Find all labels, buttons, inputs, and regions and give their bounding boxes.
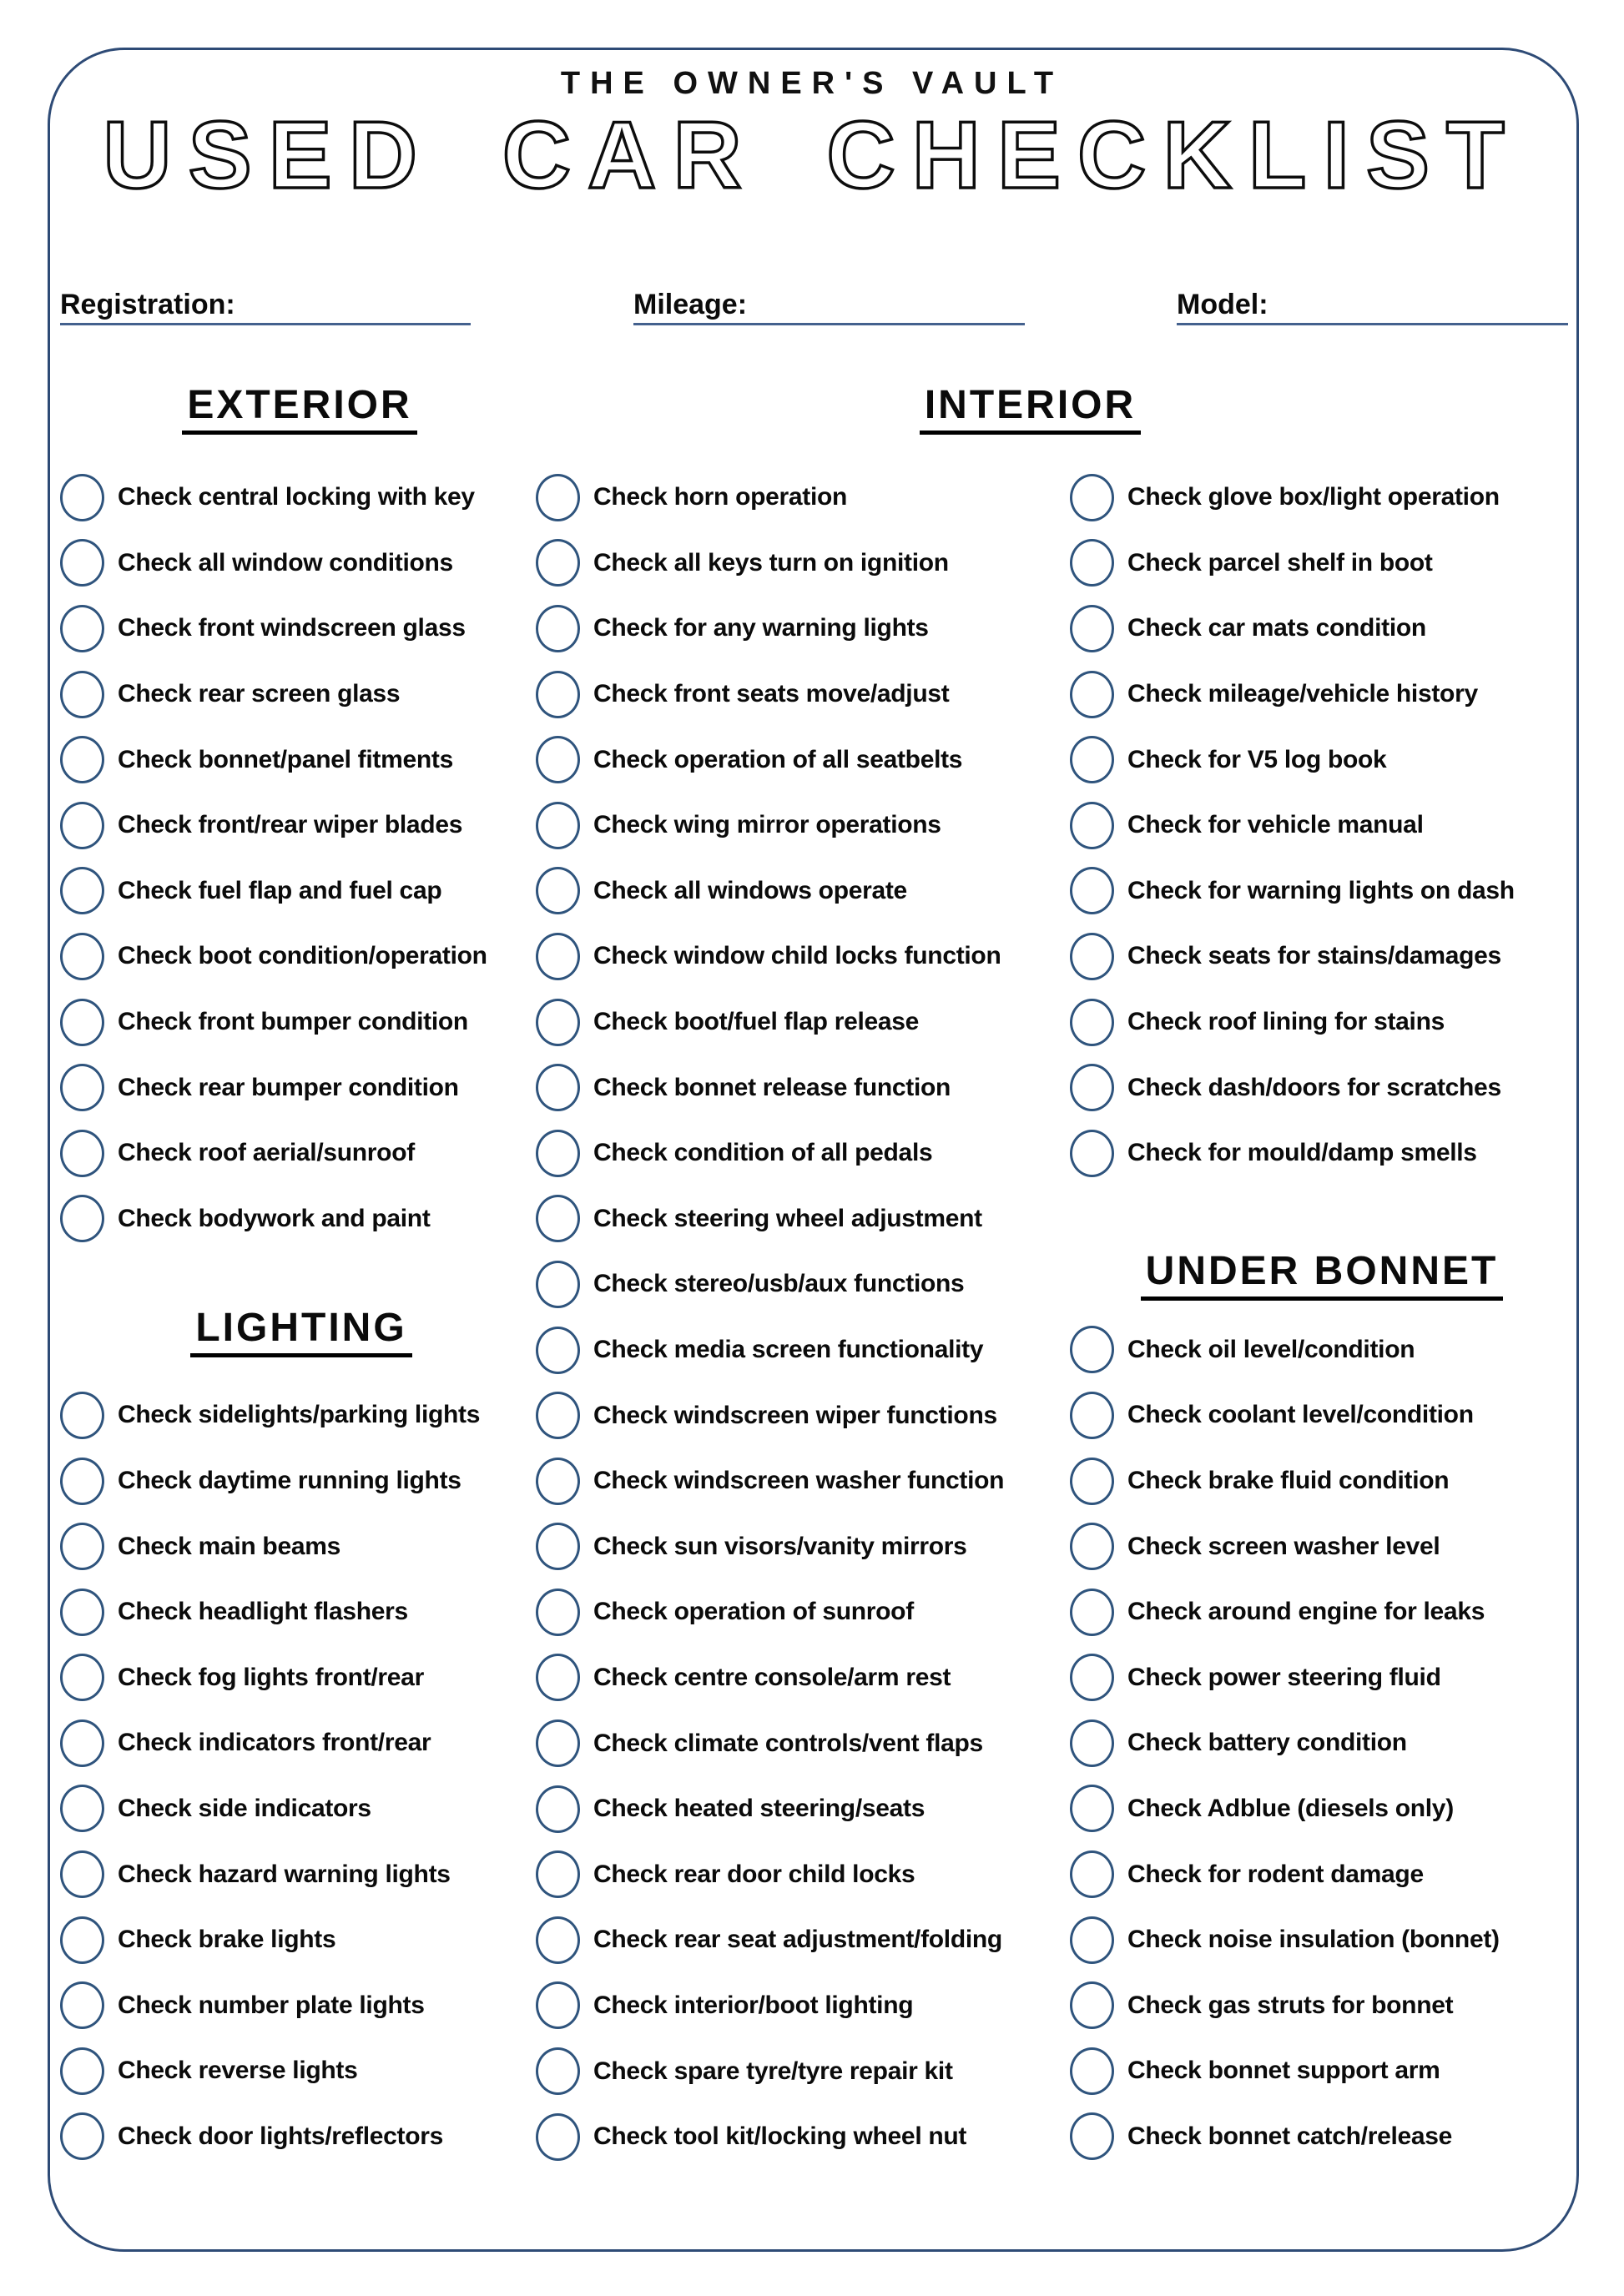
checkbox-circle[interactable] [60, 1130, 104, 1177]
interior-title: INTERIOR [920, 384, 1141, 435]
checkbox-circle[interactable] [1070, 671, 1114, 718]
checklist-item-label: Check parcel shelf in boot [1127, 548, 1433, 577]
checklist-item-label: Check central locking with key [118, 483, 475, 511]
lighting-items [60, 1382, 542, 2169]
lighting-title: LIGHTING [190, 1307, 411, 1357]
checkbox-circle[interactable] [1070, 474, 1114, 521]
checklist-item-label: Check fuel flap and fuel cap [118, 876, 442, 904]
checkbox-circle[interactable] [60, 1589, 104, 1636]
checkbox-circle[interactable] [60, 671, 104, 718]
checklist-item [536, 1382, 1077, 1448]
checklist-item-label: Check for rodent damage [1127, 1860, 1424, 1888]
checklist-item-label: Check operation of sunroof [593, 1598, 914, 1626]
checkbox-circle[interactable] [536, 1719, 580, 1767]
checklist-item [536, 1645, 1077, 1711]
checklist-item-label: Check bonnet release function [593, 1073, 951, 1101]
checklist-item-label: Check front bumper condition [118, 1008, 468, 1036]
checklist-item-label: Check heated steering/seats [593, 1795, 925, 1823]
checklist-item [536, 1186, 1077, 1252]
checklist-item-label: Check brake lights [118, 1926, 336, 1954]
checkbox-circle[interactable] [536, 1916, 580, 1964]
checklist-item [60, 2104, 542, 2170]
checkbox-circle[interactable] [60, 1195, 104, 1242]
checklist-item-label: Check boot/fuel flap release [593, 1008, 920, 1036]
checklist-item-label: Check for mould/damp smells [1127, 1139, 1477, 1167]
checklist-item [1070, 2038, 1574, 2104]
checklist-item-label: Check rear door child locks [593, 1860, 915, 1888]
checkbox-circle[interactable] [536, 867, 580, 914]
checkbox-circle[interactable] [60, 2112, 104, 2160]
checkbox-circle[interactable] [1070, 1785, 1114, 1832]
checkbox-circle[interactable] [536, 474, 580, 521]
checklist-item [1070, 662, 1574, 728]
checkbox-circle[interactable] [536, 1064, 580, 1111]
checklist-item [1070, 1317, 1574, 1383]
checklist-item-label: Check battery condition [1127, 1729, 1407, 1757]
checklist-item-label: Check interior/boot lighting [593, 1991, 914, 2019]
checklist-item [60, 1448, 542, 1514]
checklist-item [536, 2104, 1077, 2170]
checkbox-circle[interactable] [60, 1654, 104, 1701]
checkbox-circle[interactable] [536, 1195, 580, 1242]
checkbox-circle[interactable] [1070, 1392, 1114, 1439]
checklist-item-label: Check horn operation [593, 483, 848, 511]
page-title: USED CAR CHECKLIST [103, 103, 1521, 209]
checklist-item-label: Check wing mirror operations [593, 811, 941, 839]
checklist-item [1070, 1055, 1574, 1120]
checkbox-circle[interactable] [60, 1981, 104, 2029]
checkbox-circle[interactable] [536, 999, 580, 1046]
under-bonnet-items [1070, 1317, 1574, 2170]
checkbox-circle[interactable] [1070, 1916, 1114, 1964]
column-right [1070, 465, 1574, 2169]
checkbox-circle[interactable] [60, 802, 104, 849]
checklist-item-label: Check glove box/light operation [1127, 483, 1500, 511]
checkbox-circle[interactable] [536, 671, 580, 718]
checkbox-circle[interactable] [1070, 1458, 1114, 1505]
checklist-item [536, 1448, 1077, 1514]
checklist-item-label: Check seats for stains/damages [1127, 942, 1501, 970]
checkbox-circle[interactable] [536, 802, 580, 849]
section-header-under-bonnet [1070, 1186, 1574, 1317]
checklist-item-label: Check main beams [118, 1532, 340, 1560]
checkbox-circle[interactable] [536, 1327, 580, 1374]
checklist-item [60, 1972, 542, 2038]
checkbox-circle[interactable] [1070, 1326, 1114, 1373]
interior-items-middle [536, 465, 1077, 2169]
checkbox-circle[interactable] [1070, 1719, 1114, 1767]
checklist-item-label: Check side indicators [118, 1794, 371, 1822]
checkbox-circle[interactable] [60, 1064, 104, 1111]
checklist-item [536, 1776, 1077, 1842]
checklist-item [60, 596, 542, 662]
checklist-item-label: Check steering wheel adjustment [593, 1204, 982, 1232]
checkbox-circle[interactable] [1070, 867, 1114, 914]
checklist-item-label: Check stereo/usb/aux functions [593, 1270, 965, 1298]
checklist-item [536, 727, 1077, 793]
mileage-label: Mileage: [633, 289, 748, 320]
checklist-item [60, 465, 542, 531]
section-header-exterior [58, 384, 541, 442]
checklist-item [60, 858, 542, 924]
checkbox-circle[interactable] [1070, 2112, 1114, 2160]
checklist-item-label: Check Adblue (diesels only) [1127, 1794, 1454, 1822]
checkbox-circle[interactable] [536, 2047, 580, 2095]
checklist-item [60, 727, 542, 793]
checklist-item-label: Check headlight flashers [118, 1598, 408, 1626]
checklist-item-label: Check fog lights front/rear [118, 1663, 424, 1691]
checklist-item-label: Check centre console/arm rest [593, 1663, 951, 1691]
checkbox-circle[interactable] [536, 605, 580, 652]
checkbox-circle[interactable] [536, 736, 580, 783]
checklist-item-label: Check oil level/condition [1127, 1335, 1415, 1363]
checklist-item [536, 989, 1077, 1055]
checkbox-circle[interactable] [536, 1130, 580, 1177]
checklist-item-label: Check window child locks function [593, 942, 1001, 970]
model-label: Model: [1177, 289, 1268, 320]
checkbox-circle[interactable] [1070, 736, 1114, 783]
checkbox-circle[interactable] [60, 1785, 104, 1832]
checklist-item-label: Check for vehicle manual [1127, 811, 1424, 839]
checklist-item-label: Check front/rear wiper blades [118, 811, 463, 839]
checklist-item [536, 1120, 1077, 1186]
checklist-item [60, 1382, 542, 1448]
checklist-item-label: Check climate controls/vent flaps [593, 1729, 983, 1757]
checklist-item [1070, 1448, 1574, 1514]
checklist-item-label: Check coolant level/condition [1127, 1401, 1474, 1429]
checklist-item-label: Check all keys turn on ignition [593, 548, 949, 577]
checklist-item [536, 596, 1077, 662]
checklist-item [1070, 1907, 1574, 1973]
checklist-item [536, 1055, 1077, 1120]
checklist-item-label: Check around engine for leaks [1127, 1598, 1485, 1626]
checkbox-circle[interactable] [60, 1916, 104, 1964]
checklist-item [1070, 1513, 1574, 1579]
checklist-item-label: Check rear screen glass [118, 680, 401, 708]
checkbox-circle[interactable] [536, 1261, 580, 1308]
checklist-item-label: Check mileage/vehicle history [1127, 680, 1478, 708]
checklist-item-label: Check power steering fluid [1127, 1663, 1441, 1691]
checklist-item-label: Check all window conditions [118, 548, 453, 577]
brand-title: THE OWNER'S VAULT [560, 66, 1064, 101]
interior-items-right [1070, 465, 1574, 1186]
checkbox-circle[interactable] [1070, 1654, 1114, 1701]
checklist-item [1070, 1120, 1574, 1186]
checkbox-circle[interactable] [60, 605, 104, 652]
checkbox-circle[interactable] [1070, 999, 1114, 1046]
checklist-item [60, 1645, 542, 1711]
checkbox-circle[interactable] [536, 1850, 580, 1898]
checklist-item-label: Check door lights/reflectors [118, 2122, 444, 2150]
checklist-item [1070, 989, 1574, 1055]
column-middle [536, 465, 1077, 2169]
checklist-item [1070, 1382, 1574, 1448]
checklist-item [1070, 793, 1574, 858]
checklist-item-label: Check sidelights/parking lights [118, 1401, 481, 1429]
checklist-item-label: Check bonnet/panel fitments [118, 745, 453, 773]
checklist-item [1070, 1579, 1574, 1645]
checklist-item [60, 1907, 542, 1973]
checklist-item [60, 531, 542, 597]
checklist-item-label: Check gas struts for bonnet [1127, 1991, 1454, 2019]
checklist-item [1070, 531, 1574, 597]
checklist-item [536, 858, 1077, 924]
checklist-item [60, 793, 542, 858]
checklist-item [1070, 596, 1574, 662]
checklist-item [1070, 1972, 1574, 2038]
checklist-item [60, 1120, 542, 1186]
checklist-item [536, 924, 1077, 989]
column-left [60, 465, 542, 2169]
checklist-item [1070, 465, 1574, 531]
checklist-item-label: Check boot condition/operation [118, 942, 487, 970]
under-bonnet-title: UNDER BONNET [1141, 1250, 1504, 1301]
checkbox-circle[interactable] [536, 1785, 580, 1833]
checklist-item-label: Check windscreen wiper functions [593, 1401, 997, 1429]
checklist-item [536, 1514, 1077, 1580]
checkbox-circle[interactable] [1070, 1064, 1114, 1111]
section-header-lighting [60, 1251, 542, 1382]
checklist-item-label: Check rear bumper condition [118, 1073, 459, 1101]
checklist-item-label: Check for V5 log book [1127, 745, 1387, 773]
checklist-item [1070, 1776, 1574, 1842]
field-model[interactable] [1177, 281, 1568, 325]
checkbox-circle[interactable] [536, 1523, 580, 1570]
checkbox-circle[interactable] [60, 867, 104, 914]
checkbox-circle[interactable] [60, 1850, 104, 1898]
checkbox-circle[interactable] [1070, 802, 1114, 849]
checkbox-circle[interactable] [1070, 1589, 1114, 1636]
checklist-item [536, 1907, 1077, 1973]
checkbox-circle[interactable] [60, 1458, 104, 1505]
checklist-item-label: Check rear seat adjustment/folding [593, 1926, 1002, 1954]
checklist-item [60, 1710, 542, 1776]
checkbox-circle[interactable] [536, 1981, 580, 2029]
checklist-item [536, 793, 1077, 858]
checklist-item-label: Check car mats condition [1127, 614, 1426, 642]
checklist-item [536, 465, 1077, 531]
exterior-title: EXTERIOR [182, 384, 416, 435]
checkbox-circle[interactable] [60, 2047, 104, 2095]
checkbox-circle[interactable] [536, 1392, 580, 1439]
checklist-item-label: Check operation of all seatbelts [593, 745, 963, 773]
checkbox-circle[interactable] [60, 999, 104, 1046]
checklist-item-label: Check condition of all pedals [593, 1139, 933, 1167]
checkbox-circle[interactable] [60, 736, 104, 783]
checklist-item-label: Check windscreen washer function [593, 1467, 1005, 1495]
checkbox-circle[interactable] [1070, 605, 1114, 652]
checkbox-circle[interactable] [60, 1392, 104, 1439]
checklist-item [60, 1579, 542, 1645]
checklist-item [60, 1513, 542, 1579]
checklist-item [60, 1776, 542, 1842]
checklist-item [536, 1973, 1077, 2039]
checklist-item [536, 2038, 1077, 2104]
checklist-item-label: Check dash/doors for scratches [1127, 1073, 1501, 1101]
checklist-item-label: Check roof aerial/sunroof [118, 1139, 415, 1167]
checklist-item [536, 1251, 1077, 1317]
checklist-item-label: Check hazard warning lights [118, 1860, 451, 1888]
registration-label: Registration: [60, 289, 235, 320]
checklist-item-label: Check reverse lights [118, 2057, 358, 2085]
checkbox-circle[interactable] [536, 1589, 580, 1636]
checklist-item-label: Check noise insulation (bonnet) [1127, 1926, 1500, 1954]
checkbox-circle[interactable] [536, 1654, 580, 1701]
checklist-item [1070, 858, 1574, 924]
checklist-item [1070, 1645, 1574, 1711]
checklist-item [60, 989, 542, 1055]
checklist-item-label: Check roof lining for stains [1127, 1008, 1445, 1036]
checklist-item [536, 1841, 1077, 1907]
checklist-item-label: Check indicators front/rear [118, 1729, 431, 1757]
checkbox-circle[interactable] [60, 933, 104, 980]
checklist-item-label: Check front seats move/adjust [593, 680, 950, 708]
checklist-item [60, 924, 542, 989]
checklist-item-label: Check bodywork and paint [118, 1204, 431, 1232]
checklist-item [60, 1055, 542, 1120]
checklist-item [536, 1317, 1077, 1383]
checklist-item [536, 531, 1077, 597]
checklist-item [1070, 924, 1574, 989]
checklist-item [60, 662, 542, 728]
checklist-item [1070, 1841, 1574, 1907]
checkbox-circle[interactable] [60, 474, 104, 521]
checkbox-circle[interactable] [536, 2113, 580, 2161]
checklist-item-label: Check media screen functionality [593, 1336, 984, 1364]
checklist-item [536, 662, 1077, 728]
checkbox-circle[interactable] [1070, 1850, 1114, 1898]
checklist-item-label: Check daytime running lights [118, 1467, 461, 1495]
checklist-item-label: Check screen washer level [1127, 1532, 1440, 1560]
checklist-item [536, 1579, 1077, 1645]
section-header-interior [536, 384, 1525, 442]
checklist-item-label: Check spare tyre/tyre repair kit [593, 2057, 953, 2085]
field-mileage[interactable] [633, 281, 1025, 325]
checklist-item [1070, 1710, 1574, 1776]
checkbox-circle[interactable] [60, 1523, 104, 1570]
checklist-item [1070, 2104, 1574, 2170]
checkbox-circle[interactable] [1070, 539, 1114, 587]
checkbox-circle[interactable] [60, 539, 104, 587]
checkbox-circle[interactable] [60, 1719, 104, 1767]
checklist-item-label: Check for warning lights on dash [1127, 876, 1515, 904]
checklist-item-label: Check for any warning lights [593, 614, 929, 642]
checkbox-circle[interactable] [1070, 2047, 1114, 2095]
checkbox-circle[interactable] [1070, 933, 1114, 980]
checklist-item-label: Check brake fluid condition [1127, 1467, 1450, 1495]
checklist-item-label: Check tool kit/locking wheel nut [593, 2122, 967, 2151]
checklist-item-label: Check bonnet catch/release [1127, 2122, 1453, 2150]
checkbox-circle[interactable] [1070, 1981, 1114, 2029]
checkbox-circle[interactable] [536, 933, 580, 980]
checklist-item-label: Check number plate lights [118, 1991, 425, 2019]
checklist-item [1070, 727, 1574, 793]
checklist-item [60, 1186, 542, 1252]
checklist-item [60, 1841, 542, 1907]
checklist-item-label: Check bonnet support arm [1127, 2057, 1440, 2085]
field-registration[interactable] [60, 281, 471, 325]
exterior-items [60, 465, 542, 1251]
checkbox-circle[interactable] [536, 539, 580, 587]
checklist-item [536, 1710, 1077, 1776]
checkbox-circle[interactable] [1070, 1523, 1114, 1570]
checkbox-circle[interactable] [536, 1458, 580, 1505]
checklist-item-label: Check sun visors/vanity mirrors [593, 1532, 967, 1560]
checklist-item-label: Check front windscreen glass [118, 614, 466, 642]
checklist-item-label: Check all windows operate [593, 876, 907, 904]
checklist-item [60, 2038, 542, 2104]
checkbox-circle[interactable] [1070, 1130, 1114, 1177]
